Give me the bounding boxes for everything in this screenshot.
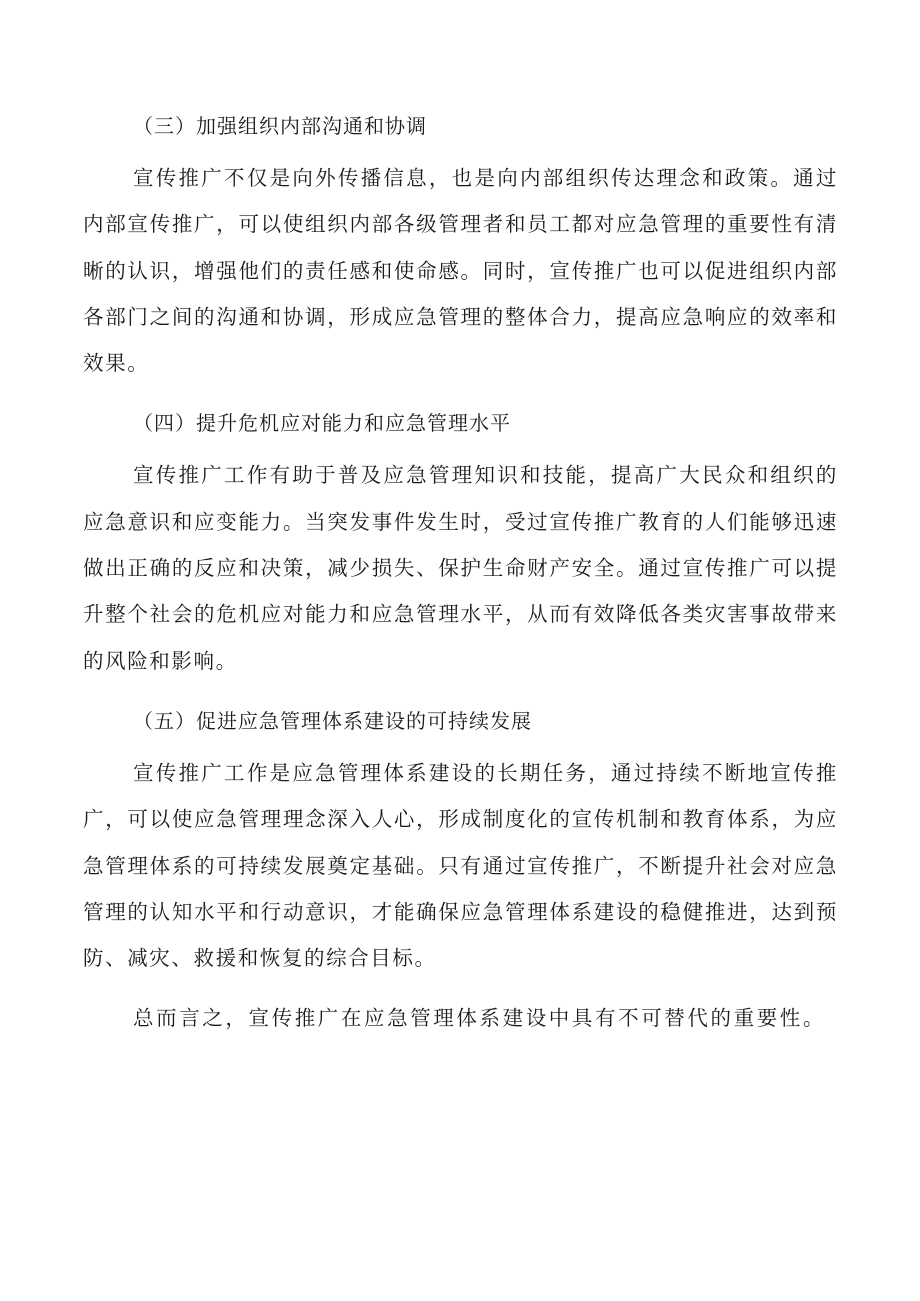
section-heading-4: （四）提升危机应对能力和应急管理水平	[133, 411, 511, 436]
section-heading-5: （五）促进应急管理体系建设的可持续发展	[133, 708, 532, 733]
section-paragraph-5: 宣传推广工作是应急管理体系建设的长期任务，通过持续不断地宣传推广，可以使应急管理理念深入人心，形成制度化的宣传机制和教育体系，为应急管理体系的可持续发展奠定基础。只有通过宣传推广，不断提升社会对应急管理的认知水平和行动意识，才能确保应急管理体系建设的稳健推进，达到预防、减灾、救援和恢复的综合目标。	[83, 760, 838, 971]
conclusion-paragraph: 总而言之，宣传推广在应急管理体系建设中具有不可替代的重要性。	[133, 1006, 826, 1031]
section-paragraph-3: 宣传推广不仅是向外传播信息，也是向内部组织传达理念和政策。通过内部宣传推广，可以使组织内部各级管理者和员工都对应急管理的重要性有清晰的认识，增强他们的责任感和使命感。同时，宣传推广也可以促进组织内部各部门之间的沟通和协调，形成应急管理的整体合力，提高应急响应的效率和效果。	[83, 166, 838, 376]
section-paragraph-4: 宣传推广工作有助于普及应急管理知识和技能，提高广大民众和组织的应急意识和应变能力。当突发事件发生时，受过宣传推广教育的人们能够迅速做出正确的反应和决策，减少损失、保护生命财产安全。通过宣传推广可以提升整个社会的危机应对能力和应急管理水平，从而有效降低各类灾害事故带来的风险和影响。	[83, 463, 838, 673]
section-heading-3: （三）加强组织内部沟通和协调	[133, 114, 427, 138]
document-body	[83, 103, 838, 1056]
